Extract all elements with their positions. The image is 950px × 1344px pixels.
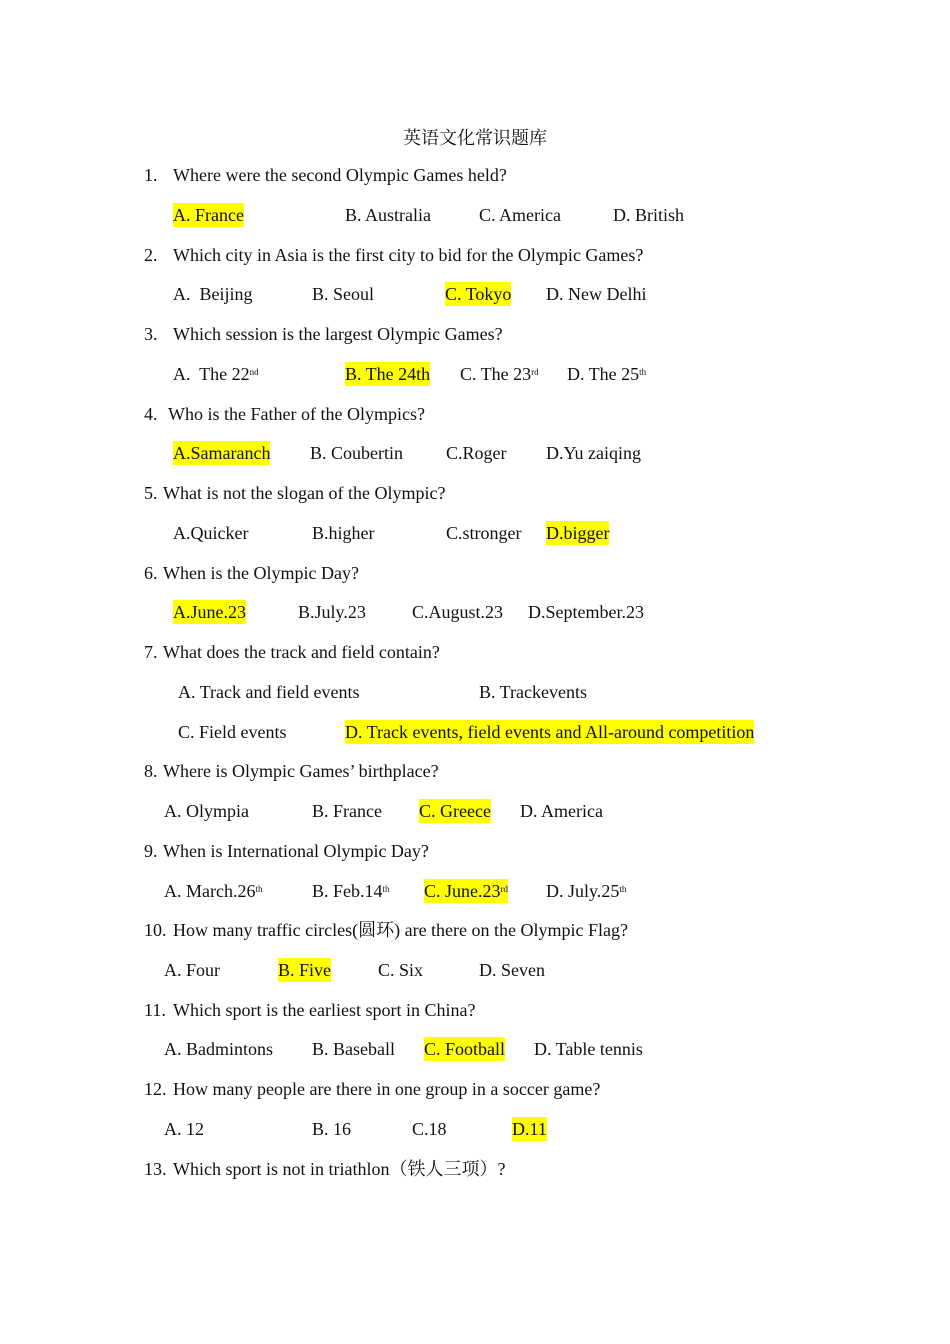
question-number: 7. bbox=[144, 642, 158, 662]
option-d: D.bigger bbox=[546, 523, 610, 543]
option-a: A.June.23 bbox=[173, 602, 246, 622]
option-d: D.11 bbox=[512, 1119, 547, 1139]
question-number: 4. bbox=[144, 404, 158, 424]
option-c: C. The 23rd bbox=[460, 364, 539, 384]
question-number: 11. bbox=[144, 1000, 166, 1020]
question-5 bbox=[144, 481, 445, 505]
option-b: B. Baseball bbox=[312, 1039, 395, 1059]
question-12 bbox=[144, 1077, 600, 1101]
page-title: 英语文化常识题库 bbox=[403, 128, 547, 148]
option-a: A. 12 bbox=[164, 1119, 204, 1139]
option-b: B. Trackevents bbox=[479, 682, 587, 702]
option-d: D. Seven bbox=[479, 960, 545, 980]
option-c: C.August.23 bbox=[412, 602, 504, 622]
option-c: C. Six bbox=[378, 960, 424, 980]
option-d: D. July.25th bbox=[546, 881, 627, 901]
option-a: A.Samaranch bbox=[173, 443, 271, 463]
option-b: B. Feb.14th bbox=[312, 881, 390, 901]
question-number: 6. bbox=[144, 563, 158, 583]
question-8 bbox=[144, 759, 439, 783]
question-11 bbox=[144, 998, 475, 1022]
option-a: A. Track and field events bbox=[178, 682, 360, 702]
option-c: C. Football bbox=[424, 1039, 506, 1059]
question-13 bbox=[144, 1157, 505, 1181]
option-d: D. British bbox=[613, 205, 685, 225]
question-number: 13. bbox=[144, 1159, 167, 1179]
option-c: C. Tokyo bbox=[445, 284, 512, 304]
question-7 bbox=[144, 640, 440, 664]
option-d: D.Yu zaiqing bbox=[546, 443, 641, 463]
option-b: B.July.23 bbox=[298, 602, 366, 622]
option-d: D.September.23 bbox=[528, 602, 644, 622]
question-6 bbox=[144, 561, 359, 585]
option-c: C. America bbox=[479, 205, 561, 225]
question-number: 2. bbox=[144, 245, 158, 265]
option-b: B.higher bbox=[312, 523, 375, 543]
option-c: C.Roger bbox=[446, 443, 507, 463]
question-3 bbox=[144, 322, 503, 346]
question-text: Which city in Asia is the first city to bid for the Olympic Games? bbox=[173, 245, 644, 265]
question-text: Which sport is not in triathlon（铁人三项）? bbox=[173, 1159, 506, 1179]
question-number: 8. bbox=[144, 761, 158, 781]
option-d: D. Track events, field events and All-around competition bbox=[345, 722, 755, 742]
question-text: Which session is the largest Olympic Games? bbox=[173, 324, 503, 344]
question-text: Where were the second Olympic Games held? bbox=[173, 165, 507, 185]
question-text: How many people are there in one group in a soccer game? bbox=[173, 1079, 601, 1099]
option-d: D. Table tennis bbox=[534, 1039, 643, 1059]
option-a: A. Beijing bbox=[173, 284, 253, 304]
option-b: B. Australia bbox=[345, 205, 431, 225]
option-a: A. Four bbox=[164, 960, 221, 980]
option-a: A. Olympia bbox=[164, 801, 249, 821]
question-number: 3. bbox=[144, 324, 158, 344]
option-b: B. France bbox=[312, 801, 382, 821]
option-b: B. Five bbox=[278, 960, 332, 980]
question-number: 10. bbox=[144, 920, 167, 940]
question-10 bbox=[144, 918, 628, 942]
question-number: 5. bbox=[144, 483, 158, 503]
option-c: C. Field events bbox=[178, 722, 287, 742]
question-2 bbox=[144, 243, 643, 267]
option-a: A. France bbox=[173, 205, 244, 225]
question-text: Where is Olympic Games’ birthplace? bbox=[163, 761, 439, 781]
question-text: When is International Olympic Day? bbox=[163, 841, 429, 861]
question-1 bbox=[144, 163, 507, 187]
question-text: What is not the slogan of the Olympic? bbox=[163, 483, 446, 503]
question-number: 12. bbox=[144, 1079, 167, 1099]
option-d: D. The 25th bbox=[567, 364, 647, 384]
option-d: D. America bbox=[520, 801, 603, 821]
question-number: 1. bbox=[144, 165, 158, 185]
option-c: C.stronger bbox=[446, 523, 522, 543]
option-c: C. June.23rd bbox=[424, 881, 508, 901]
question-text: How many traffic circles(圆环) are there on the Olympic Flag? bbox=[173, 920, 629, 940]
option-a: A. March.26th bbox=[164, 881, 263, 901]
question-4 bbox=[144, 402, 425, 426]
option-b: B. 16 bbox=[312, 1119, 352, 1139]
option-a: A. The 22nd bbox=[173, 364, 259, 384]
option-a: A. Badmintons bbox=[164, 1039, 274, 1059]
option-b: B. Seoul bbox=[312, 284, 375, 304]
option-d: D. New Delhi bbox=[546, 284, 647, 304]
option-c: C.18 bbox=[412, 1119, 447, 1139]
option-b: B. The 24th bbox=[345, 364, 431, 384]
option-b: B. Coubertin bbox=[310, 443, 403, 463]
question-text: Which sport is the earliest sport in China? bbox=[173, 1000, 476, 1020]
option-a: A.Quicker bbox=[173, 523, 249, 543]
question-9 bbox=[144, 839, 429, 863]
question-text: What does the track and field contain? bbox=[163, 642, 440, 662]
option-c: C. Greece bbox=[419, 801, 491, 821]
question-number: 9. bbox=[144, 841, 158, 861]
question-text: Who is the Father of the Olympics? bbox=[168, 404, 425, 424]
question-text: When is the Olympic Day? bbox=[163, 563, 359, 583]
